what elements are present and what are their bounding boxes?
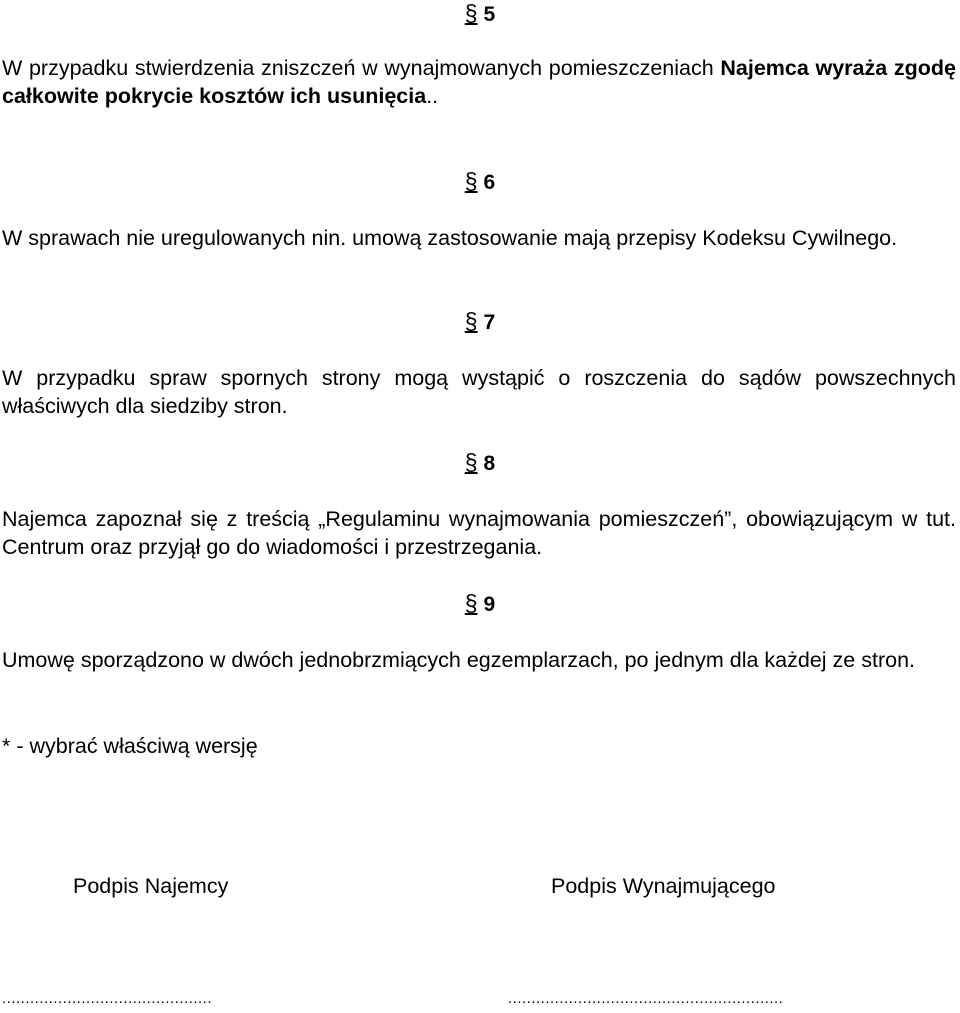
section-7-heading (0, 308, 960, 336)
section-8-paragraph: Najemca zapoznał się z treścią „Regulaminu wynajmowania pomieszczeń”, obowiązującym w tut. Centrum oraz przyjął go do wiadomości i przestrzegania. (2, 507, 956, 559)
landlord-signature-line: ........................................................... (508, 990, 784, 1007)
tenant-signature-line: ............................................. (2, 990, 213, 1007)
section-5-paragraph (2, 54, 956, 110)
section-symbol: § (464, 168, 478, 194)
section-number: 5 (483, 3, 496, 26)
section-6-paragraph: W sprawach nie uregulowanych nin. umową zastosowanie mają przepisy Kodeksu Cywilnego. (2, 226, 898, 250)
section-7-paragraph: W przypadku spraw spornych strony mogą wystąpić o roszczenia do sądów powszechnych właściwych dla siedziby stron. (2, 366, 956, 418)
section-symbol: § (464, 308, 478, 334)
tenant-signature-label: Podpis Najemcy (73, 874, 229, 898)
version-note: * - wybrać właściwą wersję (2, 734, 258, 758)
section-5-heading (0, 0, 960, 28)
section-5-text: W przypadku stwierdzenia zniszczeń w wynajmowanych pomieszczeniach (2, 56, 721, 80)
landlord-signature-label: Podpis Wynajmującego (551, 874, 776, 898)
section-8-heading (0, 449, 960, 477)
section-symbol: § (464, 0, 478, 26)
section-6-heading (0, 168, 960, 196)
section-5-text-end: .. (426, 84, 439, 108)
section-5-bold-text: Najemca wyraża zgodę całkowite pokrycie kosztów ich usunięcia (2, 56, 956, 108)
section-9-paragraph: Umowę sporządzono w dwóch jednobrzmiących egzemplarzach, po jednym dla każdej ze stron. (2, 648, 916, 672)
section-symbol: § (464, 449, 478, 475)
section-number: 8 (483, 452, 496, 475)
section-9-heading (0, 590, 960, 618)
section-number: 6 (483, 171, 496, 194)
section-number: 7 (483, 311, 496, 334)
section-symbol: § (464, 590, 478, 616)
section-number: 9 (483, 593, 496, 616)
